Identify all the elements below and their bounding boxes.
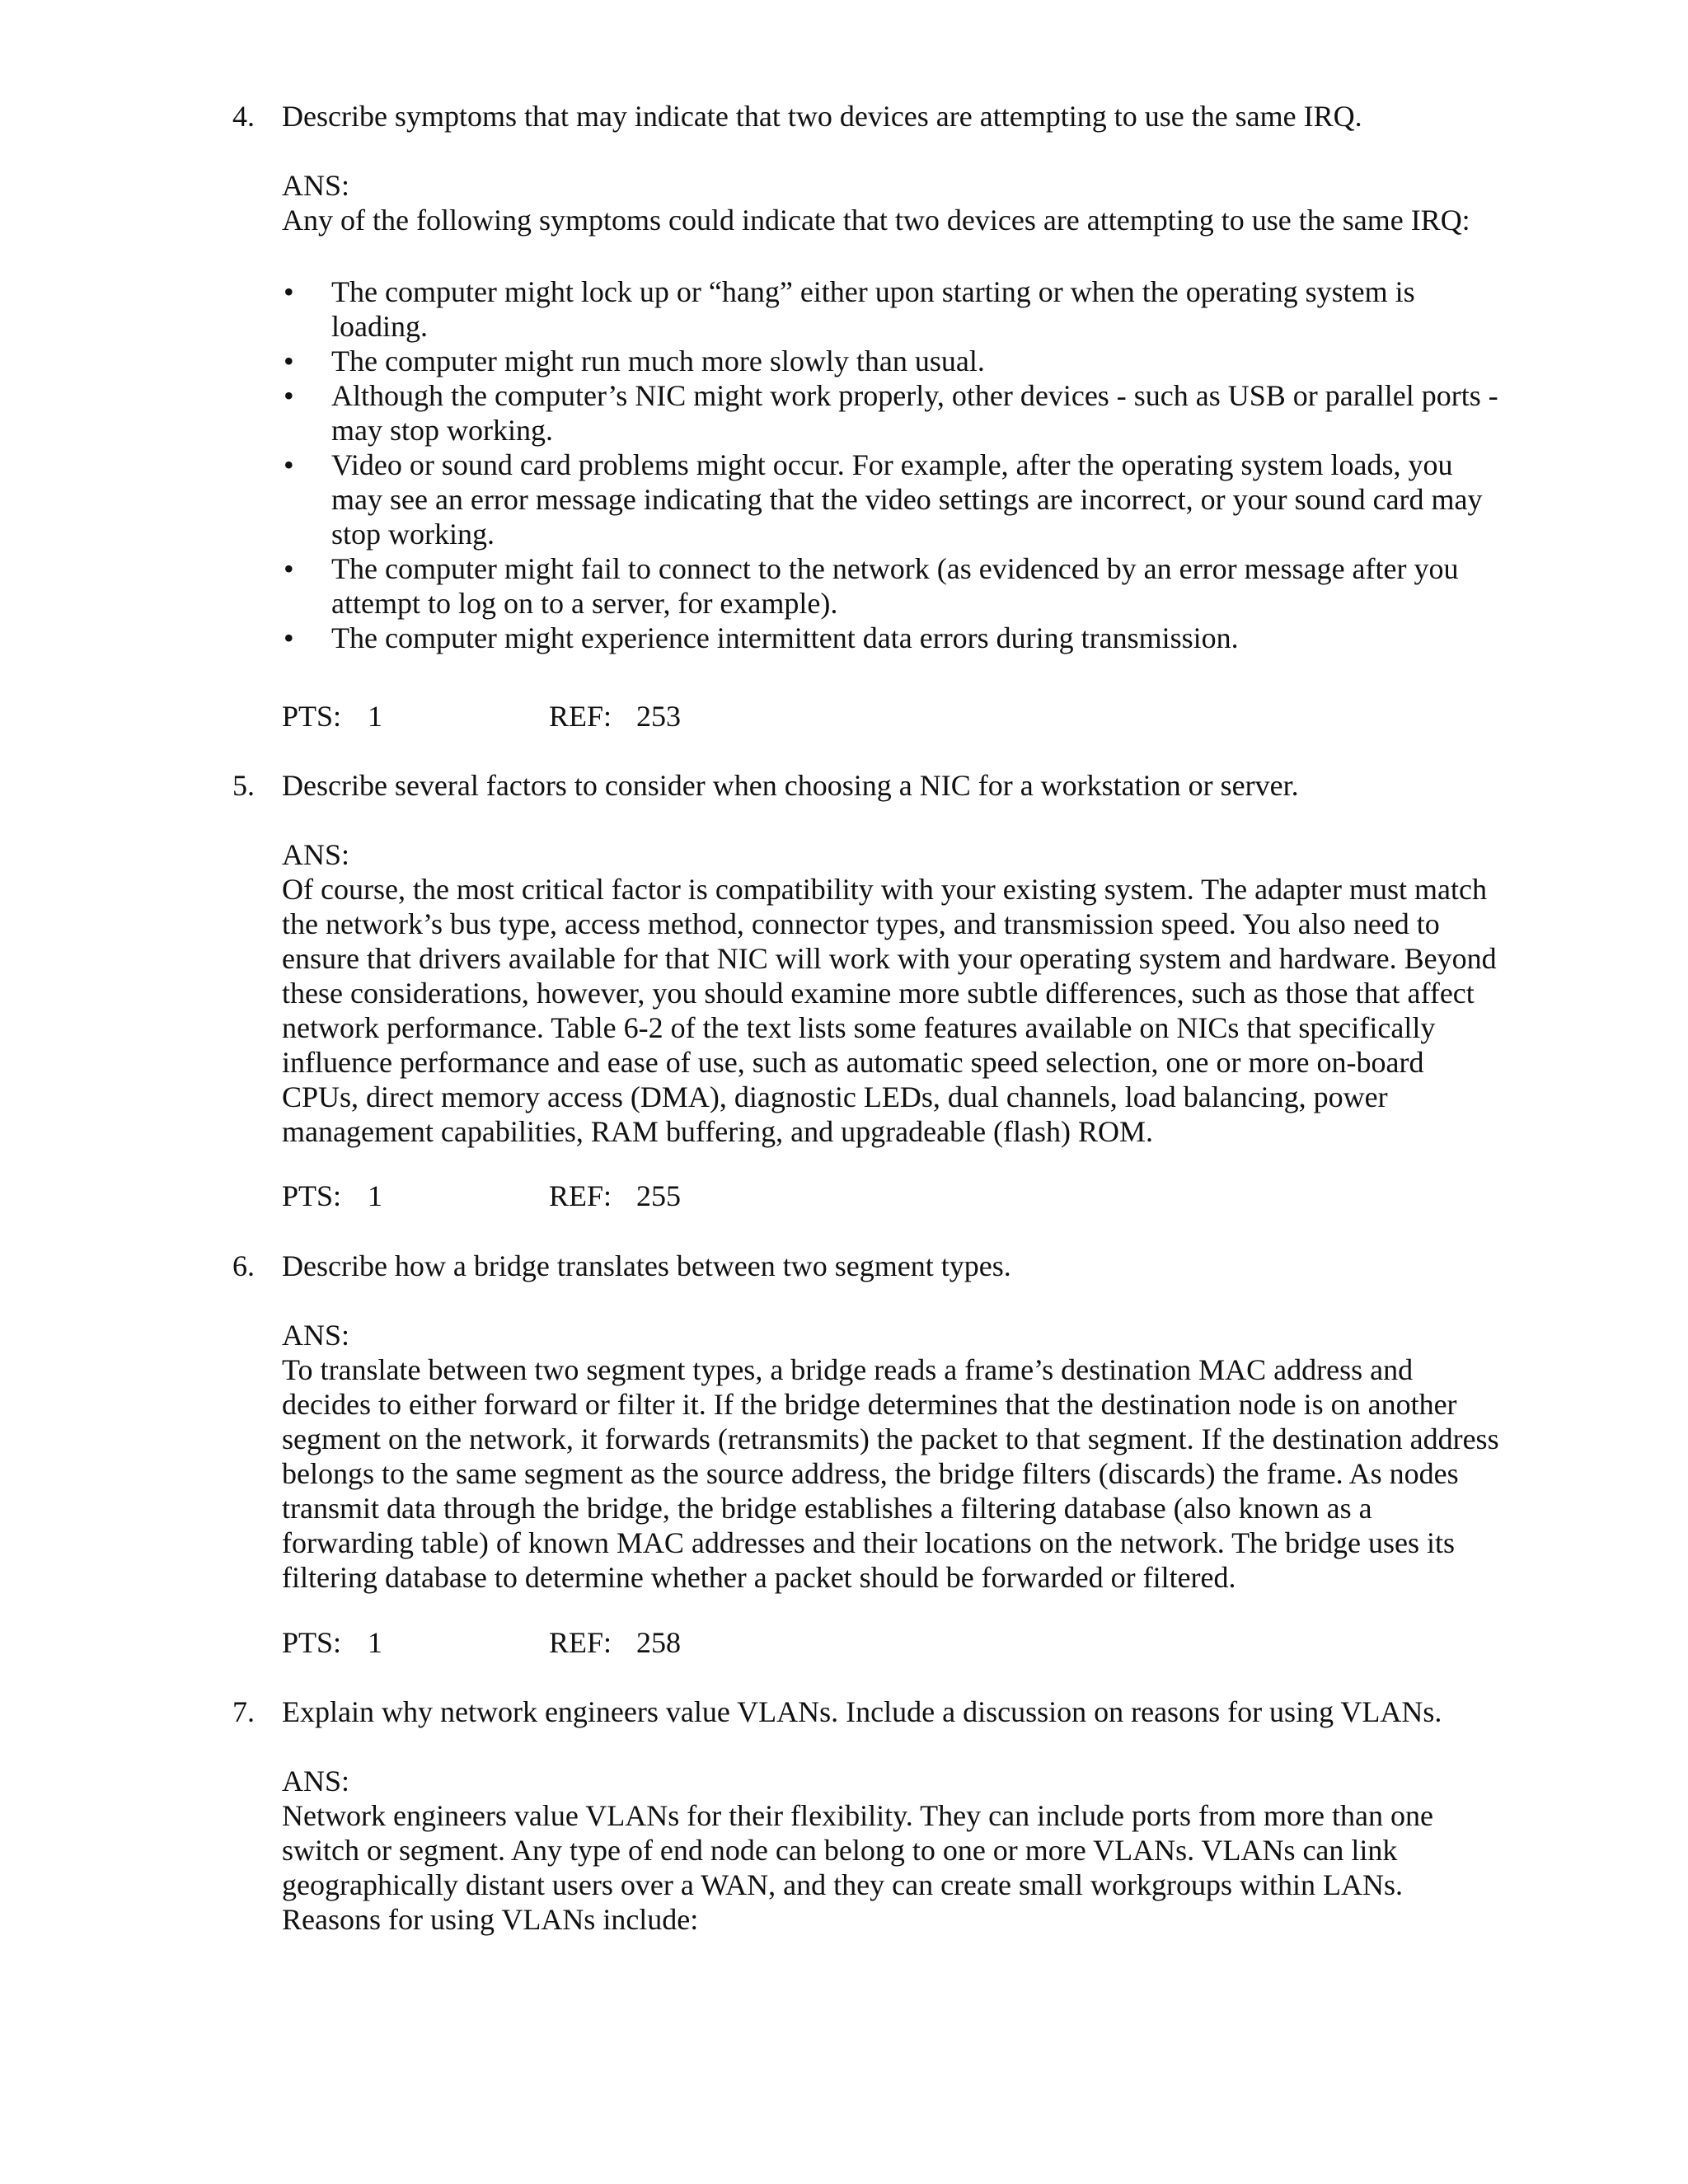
answer-label: ANS:	[282, 838, 350, 871]
ref-value: 255	[636, 1179, 681, 1212]
question-number: 7.	[232, 1695, 255, 1728]
bullet-icon: •	[284, 275, 294, 308]
bullet-icon: •	[284, 379, 294, 412]
question-text: Describe symptoms that may indicate that two devices are attempting to use the same IRQ.	[282, 100, 1362, 133]
question-meta-6	[282, 1625, 1518, 1660]
answer-text: Of course, the most critical factor is compatibility with your existing system. The adapter must match the network’s bus type, access method, connector types, and transmission speed. You also need to ensure that drivers available for that NIC will work with your operating system and hardware. Beyond these considerations, however, you should examine more subtle differences, such as those that affect network performance. Table 6-2 of the text lists some features available on NICs that specifically influence performance and ease of use, such as automatic speed selection, one or more on-board CPUs, direct memory access (DMA), diagnostic LEDs, dual channels, load balancing, power management capabilities, RAM buffering, and upgradeable (flash) ROM.	[282, 873, 1497, 1148]
ref-value: 258	[636, 1626, 681, 1659]
question-meta-4	[282, 699, 1518, 733]
list-item	[282, 378, 1518, 448]
answer-block-7	[282, 1764, 1518, 1937]
list-item	[282, 274, 1518, 344]
ref-value: 253	[636, 700, 681, 733]
pts-label: PTS:	[282, 1179, 342, 1212]
question-text: Describe how a bridge translates between two segment types.	[282, 1249, 1011, 1282]
pts-value: 1	[368, 1179, 382, 1212]
question-number: 6.	[232, 1249, 255, 1282]
list-item-text: The computer might run much more slowly than usual.	[331, 344, 985, 377]
answer-label: ANS:	[282, 1319, 350, 1352]
question-meta-5	[282, 1179, 1518, 1213]
symptom-list	[282, 274, 1518, 655]
list-item	[282, 621, 1518, 655]
bullet-icon: •	[284, 621, 294, 654]
list-item-text: Although the computer’s NIC might work properly, other devices - such as USB or parallel ports - may stop working.	[331, 379, 1498, 447]
pts-label: PTS:	[282, 700, 342, 733]
bullet-icon: •	[284, 344, 294, 377]
answer-block-4	[282, 168, 1518, 237]
list-item-text: The computer might lock up or “hang” either upon starting or when the operating system is loading.	[331, 275, 1415, 343]
pts-value: 1	[368, 700, 382, 733]
answer-block-5	[282, 837, 1518, 1149]
ref-label: REF:	[549, 700, 612, 733]
answer-text: Network engineers value VLANs for their flexibility. They can include ports from more than one switch or segment. Any type of end node can belong to one or more VLANs. VLANs can link geographically distant users over a WAN, and they can create small workgroups within LANs. Reasons for using VLANs include:	[282, 1799, 1433, 1936]
ref-label: REF:	[549, 1179, 612, 1212]
answer-block-6	[282, 1318, 1518, 1595]
list-item	[282, 344, 1518, 378]
pts-value: 1	[368, 1626, 382, 1659]
bullet-icon: •	[284, 448, 294, 481]
list-item	[282, 551, 1518, 621]
question-number: 5.	[232, 769, 255, 802]
pts-label: PTS:	[282, 1626, 342, 1659]
question-text: Describe several factors to consider when choosing a NIC for a workstation or server.	[282, 769, 1299, 802]
list-item-text: The computer might experience intermittent data errors during transmission.	[331, 621, 1239, 654]
answer-label: ANS:	[282, 169, 350, 202]
question-text: Explain why network engineers value VLANs. Include a discussion on reasons for using VLANs.	[282, 1695, 1442, 1728]
list-item	[282, 448, 1518, 551]
bullet-icon: •	[284, 552, 294, 585]
question-number: 4.	[232, 100, 255, 133]
list-item-text: The computer might fail to connect to the network (as evidenced by an error message after you attempt to log on to a server, for example).	[331, 552, 1459, 620]
list-item-text: Video or sound card problems might occur. For example, after the operating system loads, you may see an error message indicating that the video settings are incorrect, or your sound card may stop working.	[331, 448, 1483, 551]
ref-label: REF:	[549, 1626, 612, 1659]
answer-text: Any of the following symptoms could indicate that two devices are attempting to use the same IRQ:	[282, 204, 1470, 237]
answer-text: To translate between two segment types, a bridge reads a frame’s destination MAC address and decides to either forward or filter it. If the bridge determines that the destination node is on another segment on the network, it forwards (retransmits) the packet to that segment. If the destination address belongs to the same segment as the source address, the bridge filters (discards) the frame. As nodes transmit data through the bridge, the bridge establishes a filtering database (also known as a forwarding table) of known MAC addresses and their locations on the network. The bridge uses its filtering database to determine whether a packet should be forwarded or filtered.	[282, 1353, 1499, 1594]
answer-label: ANS:	[282, 1765, 350, 1797]
